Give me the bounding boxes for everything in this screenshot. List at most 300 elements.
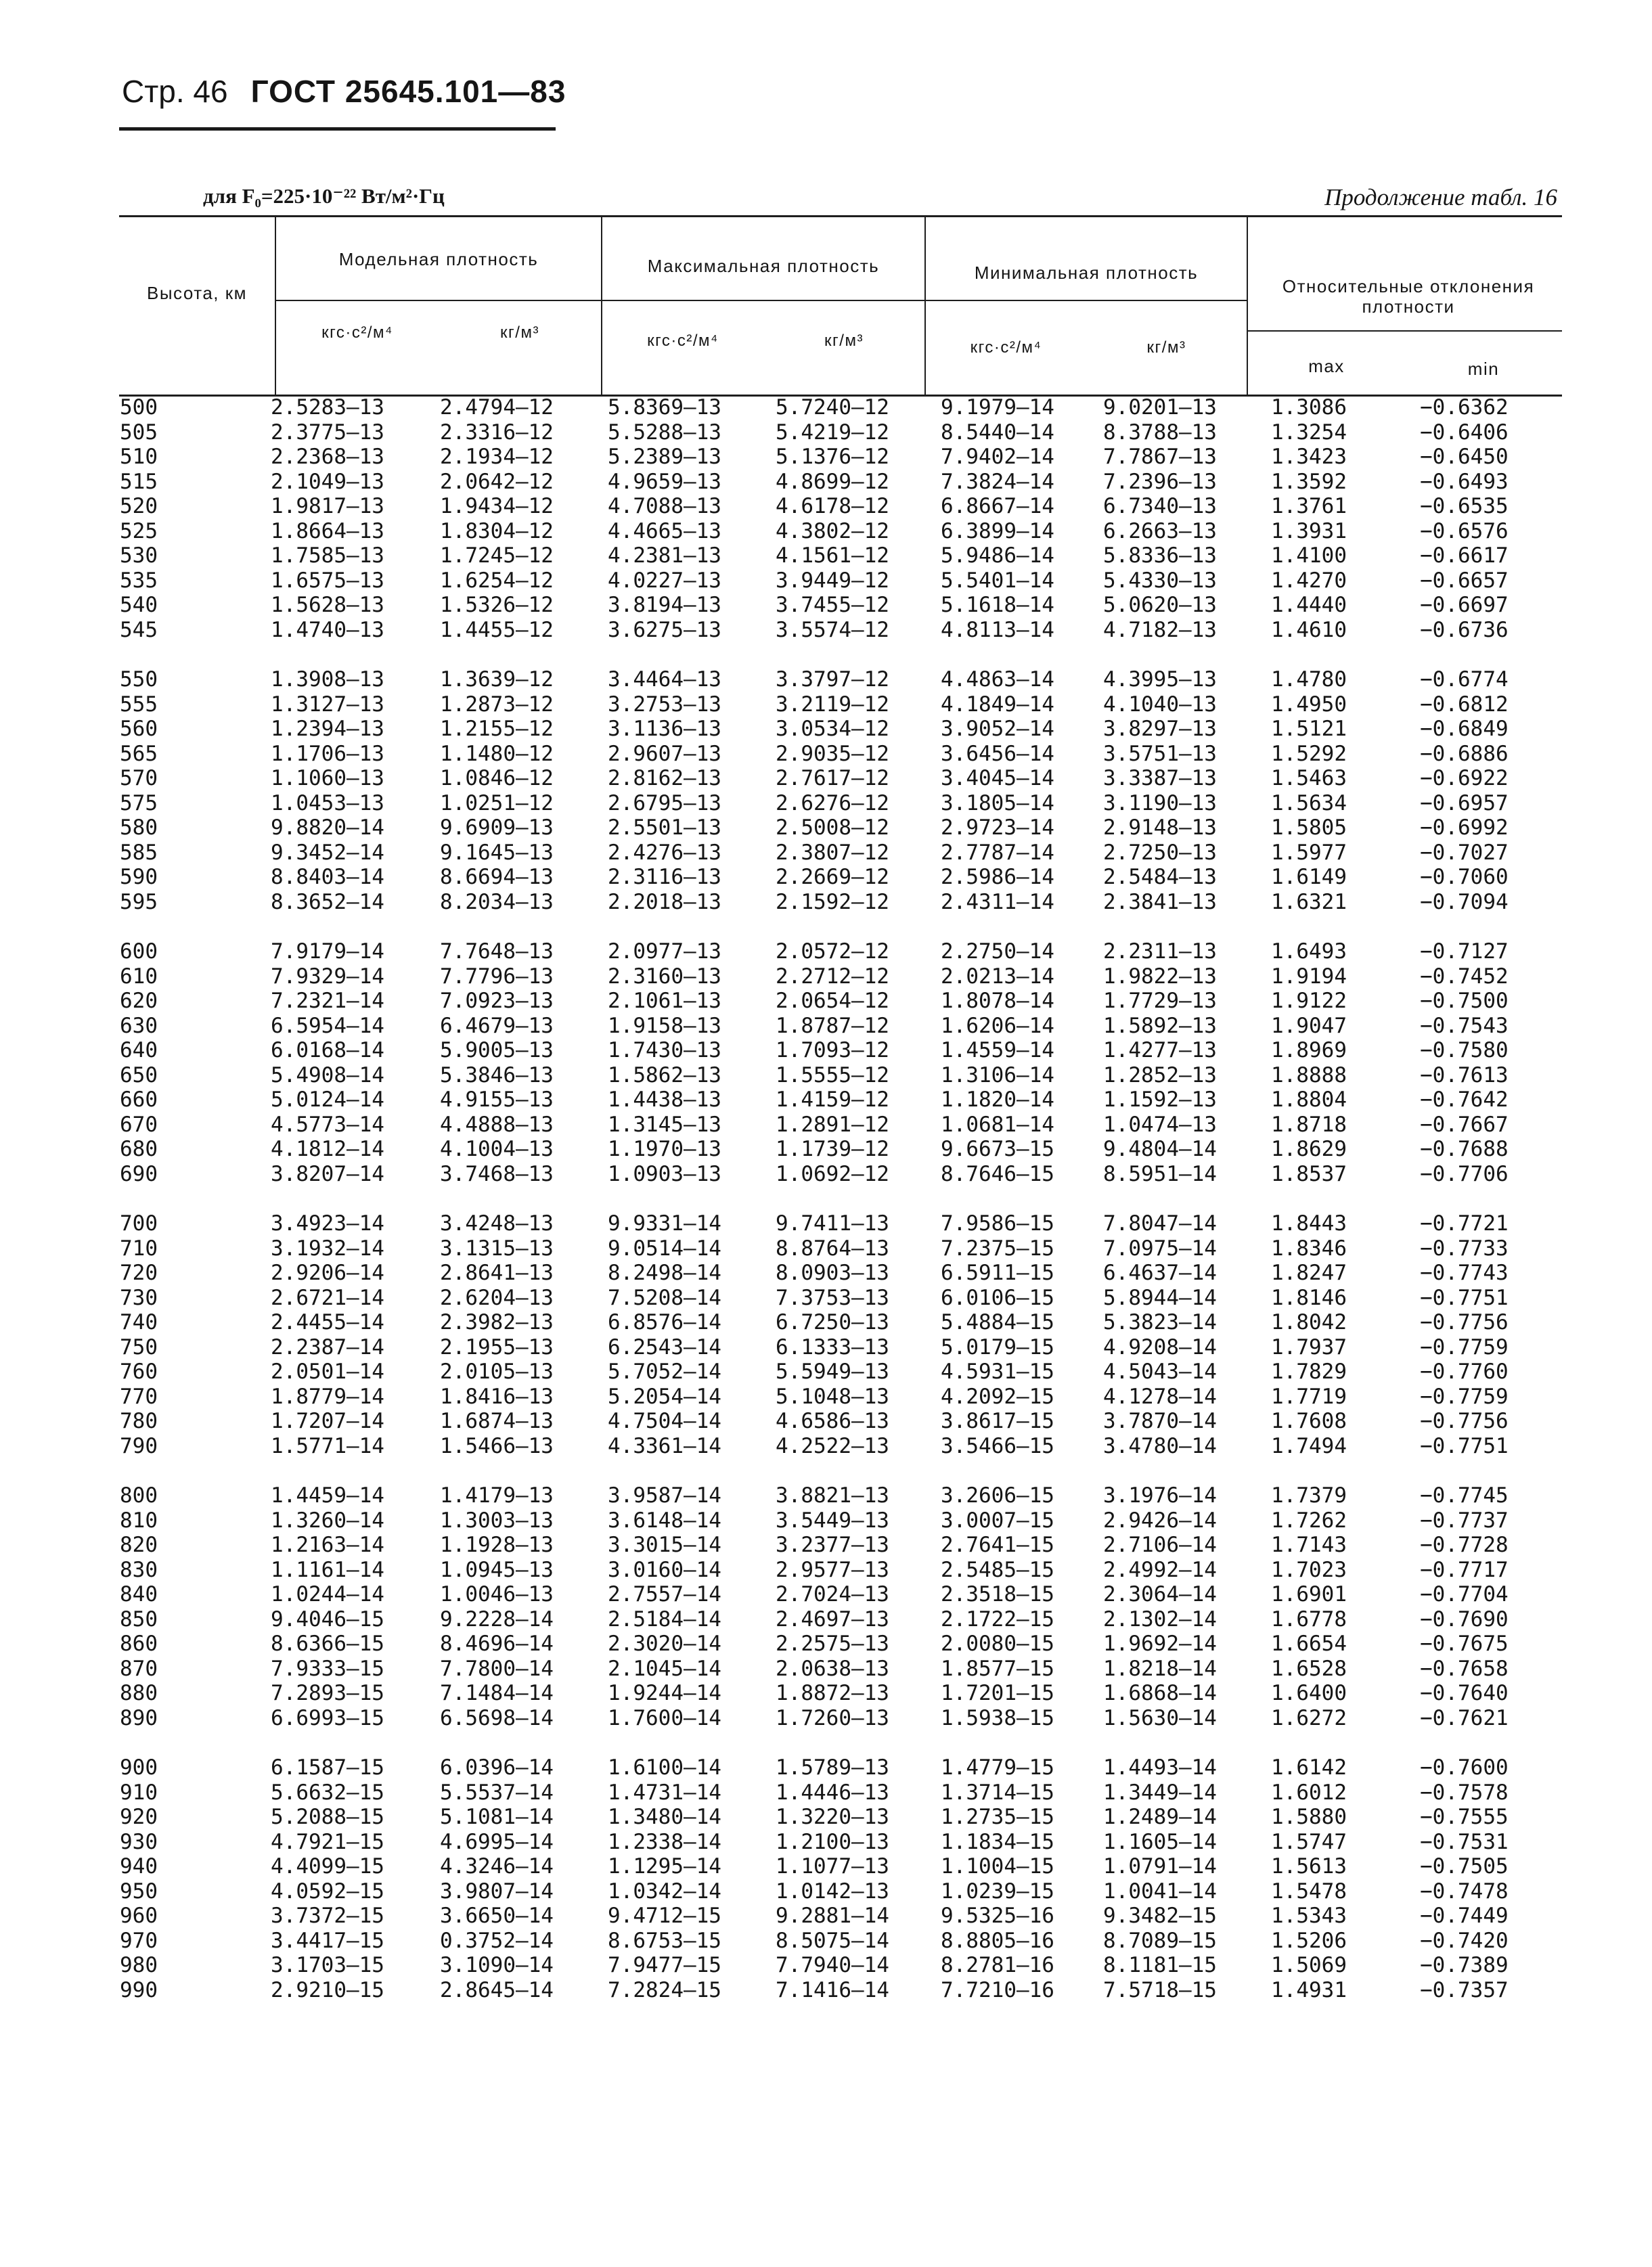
model-kg-cell: 5.5537—14 [440, 1780, 554, 1805]
table-row [102, 1038, 1563, 1063]
altitude-cell: 525 [120, 518, 158, 543]
table-row [102, 939, 1563, 964]
max-kg-cell: 2.7617—12 [776, 766, 889, 790]
min-kg-cell: 6.2663—13 [1103, 518, 1217, 543]
min-kg-cell: 1.7729—13 [1103, 989, 1217, 1013]
table-row [102, 543, 1563, 568]
altitude-cell: 720 [120, 1261, 158, 1285]
model-kgs-cell: 6.5954—14 [271, 1013, 384, 1038]
max-kg-cell: 3.8821—13 [776, 1483, 889, 1508]
table-row [102, 1434, 1563, 1459]
model-kgs-cell: 4.5773—14 [271, 1112, 384, 1137]
min-kg-cell: 3.8297—13 [1103, 717, 1217, 741]
max-kgs-cell: 1.2338—14 [608, 1829, 721, 1854]
min-kgs-cell: 2.7641—15 [941, 1533, 1054, 1557]
rel-min-cell: −0.6406 [1420, 420, 1509, 445]
max-kg-cell: 2.4697—13 [776, 1607, 889, 1632]
rel-min-cell: −0.7543 [1420, 1013, 1509, 1038]
max-kgs-cell: 7.9477—15 [608, 1953, 721, 1977]
rel-min-cell: −0.6362 [1420, 395, 1509, 420]
rel-max-cell: 1.9194 [1271, 964, 1347, 989]
max-kgs-cell: 1.9244—14 [608, 1681, 721, 1705]
min-kgs-cell: 2.2750—14 [941, 939, 1054, 964]
rel-max-cell: 1.9122 [1271, 989, 1347, 1013]
max-kgs-cell: 4.3361—14 [608, 1433, 721, 1458]
altitude-cell: 640 [120, 1038, 158, 1062]
min-kg-cell: 6.4637—14 [1103, 1261, 1217, 1285]
rel-max-cell: 1.7494 [1271, 1433, 1347, 1458]
max-kg-cell: 2.3807—12 [776, 840, 889, 865]
altitude-cell: 575 [120, 790, 158, 815]
table-row [102, 1286, 1563, 1311]
max-kg-cell: 4.3802—12 [776, 518, 889, 543]
model-kgs-cell: 1.8664—13 [271, 518, 384, 543]
max-kg-cell: 7.7940—14 [776, 1953, 889, 1977]
rel-min-cell: −0.7505 [1420, 1854, 1509, 1879]
min-kgs-cell: 1.6206—14 [941, 1013, 1054, 1038]
model-kg-cell: 4.9155—13 [440, 1087, 554, 1112]
max-kgs-cell: 1.7600—14 [608, 1705, 721, 1730]
max-kg-cell: 2.2669—12 [776, 865, 889, 889]
max-kgs-cell: 4.7504—14 [608, 1409, 721, 1433]
rel-min-cell: −0.7721 [1420, 1211, 1509, 1236]
rel-min-cell: −0.7717 [1420, 1557, 1509, 1582]
table-row [102, 1805, 1563, 1830]
rel-min-cell: −0.7756 [1420, 1310, 1509, 1334]
max-kgs-cell: 5.2054—14 [608, 1384, 721, 1409]
max-kgs-cell: 9.4712—15 [608, 1904, 721, 1928]
rel-max-cell: 1.4440 [1271, 593, 1347, 617]
max-kg-cell: 8.8764—13 [776, 1236, 889, 1261]
max-kgs-cell: 2.3116—13 [608, 865, 721, 889]
min-kgs-cell: 2.5485—15 [941, 1557, 1054, 1582]
table-row [102, 1409, 1563, 1434]
table-row [102, 791, 1563, 816]
altitude-cell: 930 [120, 1829, 158, 1854]
rel-max-cell: 1.7719 [1271, 1384, 1347, 1409]
min-kg-cell: 8.5951—14 [1103, 1161, 1217, 1186]
max-kg-cell: 4.1561—12 [776, 543, 889, 568]
model-kgs-cell: 2.4455—14 [271, 1310, 384, 1334]
model-kg-cell: 3.1315—13 [440, 1236, 554, 1261]
min-kgs-cell: 2.7787—14 [941, 840, 1054, 865]
min-kg-cell: 3.5751—13 [1103, 741, 1217, 766]
max-kgs-cell: 9.0514—14 [608, 1236, 721, 1261]
altitude-cell: 980 [120, 1953, 158, 1977]
table-row [102, 1854, 1563, 1879]
table-row [102, 840, 1563, 866]
min-kg-cell: 2.9426—14 [1103, 1508, 1217, 1533]
altitude-cell: 585 [120, 840, 158, 865]
max-kg-cell: 1.1739—12 [776, 1137, 889, 1161]
model-kgs-cell: 5.4908—14 [271, 1062, 384, 1087]
min-kg-cell: 6.7340—13 [1103, 494, 1217, 518]
model-kg-cell: 1.5326—12 [440, 593, 554, 617]
min-kg-cell: 7.8047—14 [1103, 1211, 1217, 1236]
rel-max-cell: 1.8346 [1271, 1236, 1347, 1261]
model-kgs-cell: 3.1932—14 [271, 1236, 384, 1261]
row-group [102, 1755, 1563, 2006]
max-kgs-cell: 5.2389—13 [608, 445, 721, 469]
model-kgs-cell: 3.8207—14 [271, 1161, 384, 1186]
model-kgs-cell: 1.2394—13 [271, 717, 384, 741]
min-kg-cell: 8.3788—13 [1103, 420, 1217, 445]
min-kgs-cell: 5.0179—15 [941, 1334, 1054, 1360]
model-kg-cell: 2.0105—13 [440, 1360, 554, 1384]
rel-max-cell: 1.4780 [1271, 667, 1347, 692]
model-kg-cell: 2.3982—13 [440, 1310, 554, 1334]
max-kgs-cell: 2.8162—13 [608, 766, 721, 790]
model-unit-kg: кг/м³ [500, 323, 539, 342]
rel-min-cell: −0.7531 [1420, 1829, 1509, 1854]
altitude-cell: 830 [120, 1557, 158, 1582]
altitude-cell: 820 [120, 1533, 158, 1557]
max-kg-cell: 3.7455—12 [776, 593, 889, 617]
model-density-header: Модельная плотность [338, 249, 539, 269]
altitude-cell: 900 [120, 1755, 158, 1780]
max-unit-kgs: кгс·с²/м⁴ [647, 332, 719, 350]
min-kg-cell: 1.9692—14 [1103, 1632, 1217, 1656]
model-kgs-cell: 1.1161—14 [271, 1557, 384, 1582]
model-kg-cell: 7.7800—14 [440, 1656, 554, 1681]
rel-max-cell: 1.9047 [1271, 1013, 1347, 1038]
rel-min-cell: −0.7737 [1420, 1508, 1509, 1533]
min-kg-cell: 1.4493—14 [1103, 1755, 1217, 1780]
model-kgs-cell: 9.8820—14 [271, 815, 384, 840]
min-kgs-cell: 9.1979—14 [941, 395, 1054, 420]
relative-max-header: max [1308, 356, 1345, 376]
rel-min-cell: −0.7613 [1420, 1062, 1509, 1087]
max-kgs-cell: 1.3480—14 [608, 1805, 721, 1829]
rel-max-cell: 1.5747 [1271, 1829, 1347, 1854]
max-kgs-cell: 2.3020—14 [608, 1632, 721, 1656]
rel-max-cell: 1.5121 [1271, 717, 1347, 741]
model-kgs-cell: 3.7372—15 [271, 1904, 384, 1928]
max-kgs-cell: 3.1136—13 [608, 717, 721, 741]
min-kg-cell: 8.7089—15 [1103, 1928, 1217, 1953]
model-kgs-cell: 1.6575—13 [271, 568, 384, 593]
altitude-cell: 860 [120, 1632, 158, 1656]
rel-max-cell: 1.7379 [1271, 1483, 1347, 1508]
min-kg-cell: 1.0791—14 [1103, 1854, 1217, 1879]
rel-max-cell: 1.7262 [1271, 1508, 1347, 1533]
min-kgs-cell: 1.4779—15 [941, 1755, 1054, 1780]
min-kgs-cell: 7.3824—14 [941, 469, 1054, 494]
page-number: Стр. 46 [122, 74, 228, 109]
max-kgs-cell: 1.4731—14 [608, 1780, 721, 1805]
max-kgs-cell: 6.8576—14 [608, 1310, 721, 1334]
table-row [102, 1929, 1563, 1954]
altitude-cell: 730 [120, 1285, 158, 1310]
model-kgs-cell: 4.7921—15 [271, 1829, 384, 1854]
rel-max-cell: 1.6493 [1271, 939, 1347, 964]
rel-max-cell: 1.3761 [1271, 494, 1347, 518]
model-kgs-cell: 2.6721—14 [271, 1285, 384, 1310]
max-kg-cell: 1.8787—12 [776, 1013, 889, 1038]
altitude-cell: 970 [120, 1928, 158, 1953]
rel-max-cell: 1.8537 [1271, 1161, 1347, 1186]
max-kg-cell: 2.2575—13 [776, 1632, 889, 1656]
altitude-cell: 530 [120, 543, 158, 568]
model-kgs-cell: 1.4459—14 [271, 1483, 384, 1508]
max-kgs-cell: 6.2543—14 [608, 1334, 721, 1360]
rel-max-cell: 1.6149 [1271, 865, 1347, 889]
rel-max-cell: 1.5478 [1271, 1879, 1347, 1904]
header-separator [601, 215, 602, 397]
max-kg-cell: 1.5789—13 [776, 1755, 889, 1780]
rel-max-cell: 1.8718 [1271, 1112, 1347, 1137]
max-kgs-cell: 2.1061—13 [608, 989, 721, 1013]
table-row [102, 395, 1563, 420]
rel-min-cell: −0.7578 [1420, 1780, 1509, 1805]
rel-min-cell: −0.7621 [1420, 1705, 1509, 1730]
rel-max-cell: 1.5463 [1271, 766, 1347, 790]
model-kg-cell: 7.1484—14 [440, 1681, 554, 1705]
max-kg-cell: 6.7250—13 [776, 1310, 889, 1334]
max-kg-cell: 5.7240—12 [776, 395, 889, 420]
min-kg-cell: 1.8218—14 [1103, 1656, 1217, 1681]
min-unit-kg: кг/м³ [1146, 338, 1186, 357]
model-kg-cell: 8.2034—13 [440, 889, 554, 914]
max-kgs-cell: 4.4665—13 [608, 518, 721, 543]
max-kgs-cell: 9.9331—14 [608, 1211, 721, 1236]
rel-min-cell: −0.7555 [1420, 1805, 1509, 1829]
rel-min-cell: −0.7745 [1420, 1483, 1509, 1508]
rel-max-cell: 1.5880 [1271, 1805, 1347, 1829]
min-kgs-cell: 1.3106—14 [941, 1062, 1054, 1087]
max-kg-cell: 1.1077—13 [776, 1854, 889, 1879]
altitude-cell: 590 [120, 865, 158, 889]
model-kg-cell: 1.8304—12 [440, 518, 554, 543]
max-kg-cell: 1.0692—12 [776, 1161, 889, 1186]
rel-min-cell: −0.7640 [1420, 1681, 1509, 1705]
min-kgs-cell: 1.3714—15 [941, 1780, 1054, 1805]
model-kg-cell: 6.0396—14 [440, 1755, 554, 1780]
table-row [102, 1780, 1563, 1805]
max-kgs-cell: 3.3015—14 [608, 1533, 721, 1557]
max-kg-cell: 1.3220—13 [776, 1805, 889, 1829]
altitude-cell: 760 [120, 1360, 158, 1384]
min-kgs-cell: 8.5440—14 [941, 420, 1054, 445]
max-kg-cell: 1.7260—13 [776, 1705, 889, 1730]
max-kgs-cell: 2.4276—13 [608, 840, 721, 865]
model-kgs-cell: 6.1587—15 [271, 1755, 384, 1780]
model-kgs-cell: 1.7207—14 [271, 1409, 384, 1433]
altitude-cell: 910 [120, 1780, 158, 1805]
min-kg-cell: 2.5484—13 [1103, 865, 1217, 889]
header-subrule [276, 300, 1247, 301]
min-kg-cell: 4.9208—14 [1103, 1334, 1217, 1360]
model-kg-cell: 1.5466—13 [440, 1433, 554, 1458]
row-group [102, 1483, 1563, 1734]
rel-min-cell: −0.6736 [1420, 617, 1509, 642]
model-kg-cell: 2.3316—12 [440, 420, 554, 445]
min-kg-cell: 2.9148—13 [1103, 815, 1217, 840]
model-kg-cell: 2.4794—12 [440, 395, 554, 420]
table-row [102, 1904, 1563, 1929]
altitude-cell: 660 [120, 1087, 158, 1112]
rel-min-cell: −0.6812 [1420, 692, 1509, 717]
max-kg-cell: 2.2712—12 [776, 964, 889, 989]
model-kg-cell: 1.9434—12 [440, 494, 554, 518]
rel-max-cell: 1.6654 [1271, 1632, 1347, 1656]
max-kg-cell: 2.5008—12 [776, 815, 889, 840]
max-kgs-cell: 3.9587—14 [608, 1483, 721, 1508]
rel-max-cell: 1.5292 [1271, 741, 1347, 766]
rel-min-cell: −0.6849 [1420, 717, 1509, 741]
rel-max-cell: 1.8247 [1271, 1261, 1347, 1285]
max-kg-cell: 1.0142—13 [776, 1879, 889, 1904]
min-kg-cell: 5.8944—14 [1103, 1285, 1217, 1310]
rel-min-cell: −0.7759 [1420, 1384, 1509, 1409]
rel-min-cell: −0.7675 [1420, 1632, 1509, 1656]
table-row [102, 1014, 1563, 1039]
model-kg-cell: 4.6995—14 [440, 1829, 554, 1854]
min-kg-cell: 2.2311—13 [1103, 939, 1217, 964]
max-kg-cell: 1.4159—12 [776, 1087, 889, 1112]
table-row [102, 1953, 1563, 1978]
model-kg-cell: 1.4455—12 [440, 617, 554, 642]
rel-min-cell: −0.7500 [1420, 989, 1509, 1013]
min-kg-cell: 5.0620—13 [1103, 593, 1217, 617]
rel-min-cell: −0.7060 [1420, 865, 1509, 889]
model-kgs-cell: 1.4740—13 [271, 617, 384, 642]
altitude-cell: 670 [120, 1112, 158, 1137]
model-kg-cell: 1.0251—12 [440, 790, 554, 815]
min-kgs-cell: 1.5938—15 [941, 1705, 1054, 1730]
rel-min-cell: −0.7688 [1420, 1137, 1509, 1161]
altitude-cell: 810 [120, 1508, 158, 1533]
density-table [102, 395, 1563, 2026]
rel-max-cell: 1.8969 [1271, 1038, 1347, 1062]
min-kgs-cell: 1.1004—15 [941, 1854, 1054, 1879]
table-condition: для F₀=225·10⁻²² Вт/м²·Гц [203, 184, 445, 208]
max-kg-cell: 2.0638—13 [776, 1656, 889, 1681]
model-kgs-cell: 1.1060—13 [271, 766, 384, 790]
altitude-cell: 940 [120, 1854, 158, 1879]
table-row [102, 1310, 1563, 1335]
max-kgs-cell: 5.5288—13 [608, 420, 721, 445]
table-row [102, 445, 1563, 470]
rel-min-cell: −0.7478 [1420, 1879, 1509, 1904]
altitude-cell: 740 [120, 1310, 158, 1334]
altitude-cell: 595 [120, 889, 158, 914]
rel-max-cell: 1.4610 [1271, 617, 1347, 642]
table-row [102, 865, 1563, 890]
min-kg-cell: 1.5892—13 [1103, 1013, 1217, 1038]
max-kg-cell: 3.5449—13 [776, 1508, 889, 1533]
model-kg-cell: 1.7245—12 [440, 543, 554, 568]
model-kgs-cell: 3.4417—15 [271, 1928, 384, 1953]
model-kg-cell: 3.7468—13 [440, 1161, 554, 1186]
rel-max-cell: 1.6528 [1271, 1656, 1347, 1681]
min-kgs-cell: 6.5911—15 [941, 1261, 1054, 1285]
model-kgs-cell: 6.0168—14 [271, 1038, 384, 1062]
min-kgs-cell: 9.6673—15 [941, 1137, 1054, 1161]
min-kg-cell: 1.2852—13 [1103, 1062, 1217, 1087]
table-header [119, 215, 1562, 397]
model-kgs-cell: 5.0124—14 [271, 1087, 384, 1112]
min-kg-cell: 1.4277—13 [1103, 1038, 1217, 1062]
table-row [102, 1558, 1563, 1583]
model-kg-cell: 0.3752—14 [440, 1928, 554, 1953]
altitude-cell: 650 [120, 1062, 158, 1087]
rel-min-cell: −0.7751 [1420, 1433, 1509, 1458]
min-kg-cell: 3.1976—14 [1103, 1483, 1217, 1508]
altitude-cell: 545 [120, 617, 158, 642]
rel-min-cell: −0.7449 [1420, 1904, 1509, 1928]
max-kg-cell: 7.3753—13 [776, 1285, 889, 1310]
table-row [102, 1162, 1563, 1187]
altitude-cell: 560 [120, 717, 158, 741]
min-kg-cell: 1.3449—14 [1103, 1780, 1217, 1805]
rel-min-cell: −0.7580 [1420, 1038, 1509, 1062]
min-kgs-cell: 4.4863—14 [941, 667, 1054, 692]
rel-max-cell: 1.5634 [1271, 790, 1347, 815]
table-row [102, 1335, 1563, 1360]
model-kg-cell: 1.2155—12 [440, 717, 554, 741]
table-row [102, 618, 1563, 643]
min-kg-cell: 5.3823—14 [1103, 1310, 1217, 1334]
rel-max-cell: 1.6901 [1271, 1582, 1347, 1607]
altitude-cell: 800 [120, 1483, 158, 1508]
model-kgs-cell: 2.2387—14 [271, 1334, 384, 1360]
header-separator [275, 215, 276, 397]
rel-min-cell: −0.6535 [1420, 494, 1509, 518]
model-kg-cell: 2.6204—13 [440, 1285, 554, 1310]
table-row [102, 1211, 1563, 1236]
min-kgs-cell: 3.6456—14 [941, 741, 1054, 766]
max-kgs-cell: 4.0227—13 [608, 568, 721, 593]
min-kg-cell: 5.4330—13 [1103, 568, 1217, 593]
model-kg-cell: 1.0846—12 [440, 766, 554, 790]
altitude-cell: 600 [120, 939, 158, 964]
model-kgs-cell: 2.0501—14 [271, 1360, 384, 1384]
min-kgs-cell: 8.2781—16 [941, 1953, 1054, 1977]
max-kg-cell: 2.1592—12 [776, 889, 889, 914]
model-unit-kgs: кгс·с²/м⁴ [321, 323, 393, 342]
min-kg-cell: 1.5630—14 [1103, 1705, 1217, 1730]
model-kg-cell: 1.3639—12 [440, 667, 554, 692]
rel-max-cell: 1.6012 [1271, 1780, 1347, 1805]
rel-min-cell: −0.7756 [1420, 1409, 1509, 1433]
rel-min-cell: −0.7420 [1420, 1928, 1509, 1953]
max-kg-cell: 2.9035—12 [776, 741, 889, 766]
max-kgs-cell: 3.2753—13 [608, 692, 721, 717]
rel-min-cell: −0.6697 [1420, 593, 1509, 617]
max-kg-cell: 3.2377—13 [776, 1533, 889, 1557]
min-kg-cell: 1.0041—14 [1103, 1879, 1217, 1904]
model-kg-cell: 2.8645—14 [440, 1977, 554, 2002]
max-kg-cell: 1.2891—12 [776, 1112, 889, 1137]
table-row [102, 766, 1563, 791]
min-kg-cell: 3.3387—13 [1103, 766, 1217, 790]
min-kgs-cell: 2.4311—14 [941, 889, 1054, 914]
altitude-header: Высота, км [147, 283, 247, 303]
max-kg-cell: 1.8872—13 [776, 1681, 889, 1705]
header-separator [924, 215, 926, 397]
model-kg-cell: 4.4888—13 [440, 1112, 554, 1137]
max-kg-cell: 6.1333—13 [776, 1334, 889, 1360]
table-row [102, 1137, 1563, 1162]
min-kgs-cell: 7.9402—14 [941, 445, 1054, 469]
max-kgs-cell: 4.9659—13 [608, 469, 721, 494]
max-kg-cell: 8.5075—14 [776, 1928, 889, 1953]
min-kgs-cell: 3.1805—14 [941, 790, 1054, 815]
row-group [102, 939, 1563, 1190]
altitude-cell: 880 [120, 1681, 158, 1705]
min-kgs-cell: 6.8667—14 [941, 494, 1054, 518]
